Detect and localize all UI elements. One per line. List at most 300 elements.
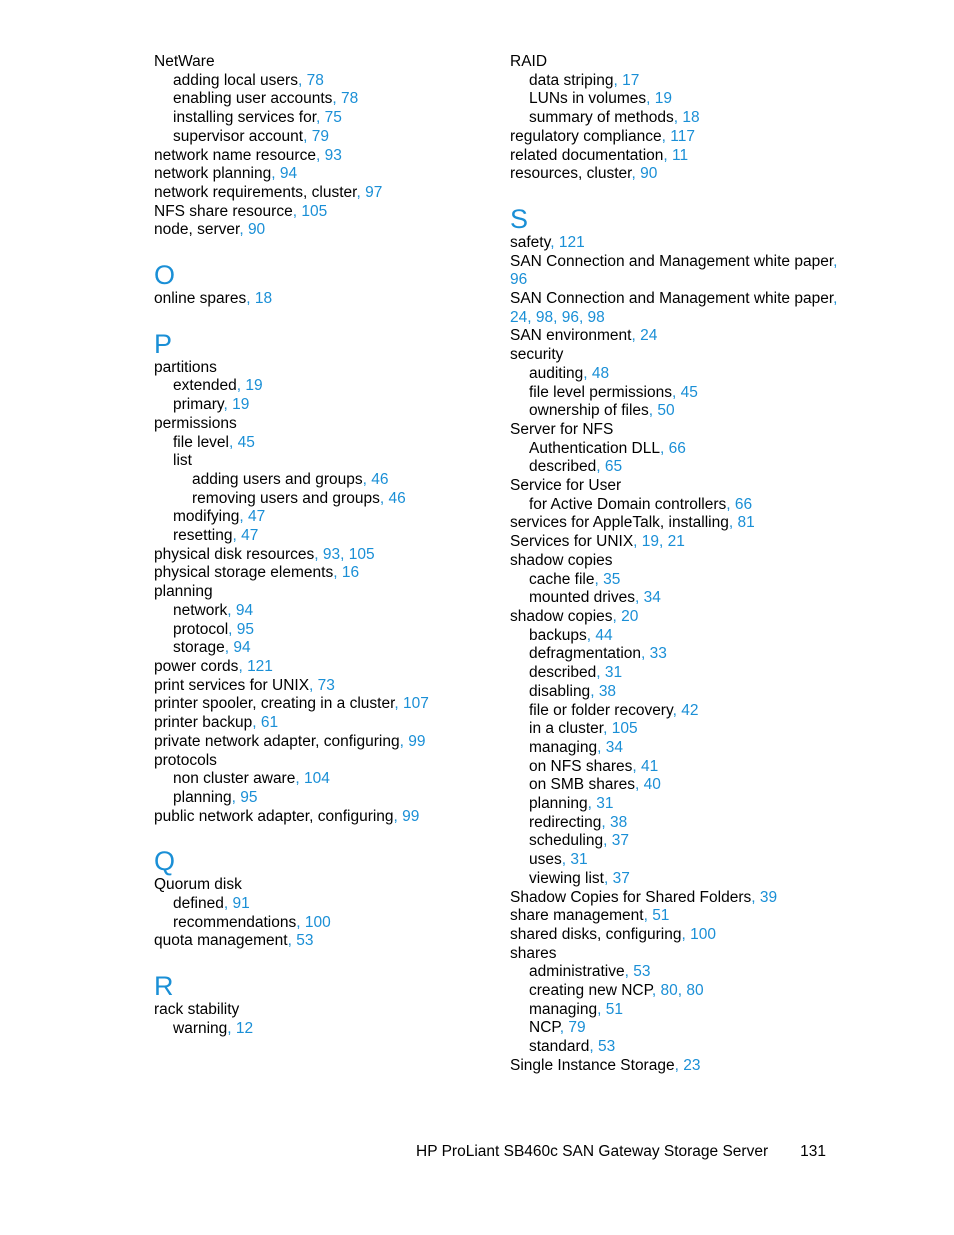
separator: , xyxy=(333,564,338,582)
index-entry xyxy=(154,396,484,415)
separator: , xyxy=(673,109,679,127)
index-term: share management xyxy=(510,907,644,925)
index-entry xyxy=(154,895,484,914)
separator: , xyxy=(223,895,229,913)
index-term: related documentation xyxy=(510,146,664,164)
page-reference-link[interactable]: 39 xyxy=(759,888,778,906)
index-term: mounted drives xyxy=(529,589,635,607)
page-reference-link[interactable]: 19, 21 xyxy=(641,533,685,551)
page-reference-link[interactable]: 99 xyxy=(408,732,426,750)
section-letter-o: O xyxy=(154,260,176,291)
index-term: Authentication DLL xyxy=(529,439,660,457)
page-reference-link[interactable]: 66 xyxy=(734,495,753,513)
index-entry xyxy=(510,683,840,702)
index-entry xyxy=(154,527,484,546)
separator: , xyxy=(356,183,361,201)
index-entry xyxy=(154,564,484,583)
index-entry-continuation xyxy=(510,309,840,328)
page-reference-link[interactable]: 18 xyxy=(682,109,700,127)
index-term: viewing list xyxy=(529,869,604,887)
index-term: physical disk resources xyxy=(154,545,315,563)
index-term: enabling user accounts xyxy=(173,90,333,108)
page-reference-link[interactable]: 73 xyxy=(317,676,335,694)
page-reference-link[interactable]: 91 xyxy=(232,895,250,913)
index-term: NetWare xyxy=(154,53,215,70)
index-term: data striping xyxy=(529,71,614,89)
page-reference-link[interactable]: 96 xyxy=(510,271,528,289)
separator: , xyxy=(833,290,838,308)
page-reference-link[interactable]: 46 xyxy=(371,470,389,488)
index-entry xyxy=(154,876,484,895)
index-entry xyxy=(510,739,840,758)
index-term: scheduling xyxy=(529,832,604,850)
index-entry xyxy=(154,621,484,640)
index-entry xyxy=(154,677,484,696)
separator: , xyxy=(362,470,367,488)
index-term: regulatory compliance xyxy=(510,127,662,145)
separator: , xyxy=(271,165,276,183)
page-reference-link[interactable]: 31 xyxy=(596,795,614,813)
page-reference-link[interactable]: 94 xyxy=(233,639,251,657)
index-term: Server for NFS xyxy=(510,420,614,438)
index-entry xyxy=(510,589,840,608)
index-term: non cluster aware xyxy=(173,770,296,788)
index-entry xyxy=(510,982,840,1001)
page-reference-link[interactable]: 61 xyxy=(260,714,279,732)
index-term: ownership of files xyxy=(529,402,649,420)
page-reference-link[interactable]: 93 xyxy=(324,146,342,164)
index-entry xyxy=(154,789,484,808)
index-entry xyxy=(510,53,840,72)
index-term: Services for UNIX xyxy=(510,533,634,551)
separator: , xyxy=(314,545,319,563)
index-term: supervisor account xyxy=(173,127,304,145)
index-term: physical storage elements xyxy=(154,564,334,582)
page-reference-link[interactable]: 31 xyxy=(604,664,623,682)
index-entry xyxy=(154,658,484,677)
index-entry xyxy=(154,1020,484,1039)
page-reference-link[interactable]: 90 xyxy=(247,221,266,239)
index-entry xyxy=(154,639,484,658)
page-reference-link[interactable]: 31 xyxy=(570,851,588,869)
separator: , xyxy=(232,527,237,545)
index-entry xyxy=(510,776,840,795)
page-reference-link[interactable]: 81 xyxy=(737,514,755,532)
separator: , xyxy=(586,626,592,644)
separator: , xyxy=(238,657,243,675)
separator: , xyxy=(601,813,606,831)
index-term: uses xyxy=(529,851,562,869)
separator: , xyxy=(596,458,601,476)
index-entry xyxy=(510,702,840,721)
separator: , xyxy=(287,932,292,950)
page-reference-link[interactable]: 66 xyxy=(668,439,686,457)
page-reference-link[interactable]: 93, 105 xyxy=(322,545,375,563)
page-reference-link[interactable]: 20 xyxy=(621,607,639,625)
index-entry xyxy=(510,627,840,646)
page-reference-link[interactable]: 80, 80 xyxy=(660,982,704,1000)
index-term: adding users and groups xyxy=(192,470,363,488)
page-reference-link[interactable]: 90 xyxy=(640,165,658,183)
separator: , xyxy=(229,433,234,451)
index-entry xyxy=(510,234,840,253)
index-term: partitions xyxy=(154,358,217,376)
index-term: redirecting xyxy=(529,813,602,831)
page-reference-link[interactable]: 53 xyxy=(296,932,314,950)
index-term: recommendations xyxy=(173,913,297,931)
index-entry xyxy=(154,490,484,509)
separator: , xyxy=(589,1038,594,1056)
index-entry xyxy=(510,440,840,459)
index-term: node, server xyxy=(154,221,240,239)
separator: , xyxy=(659,439,665,457)
page-reference-link[interactable]: 100 xyxy=(304,913,331,931)
separator: , xyxy=(631,327,636,345)
index-entry xyxy=(154,583,484,602)
page-reference-link[interactable]: 78 xyxy=(341,90,359,108)
page-reference-link[interactable]: 117 xyxy=(670,127,695,145)
separator: , xyxy=(236,377,242,395)
index-term: Single Instance Storage xyxy=(510,1056,675,1074)
index-entry xyxy=(154,290,484,309)
index-term: protocols xyxy=(154,751,217,769)
section-letter-p: P xyxy=(154,328,173,359)
separator: , xyxy=(674,1056,679,1074)
index-term: public network adapter, configuring xyxy=(154,807,394,825)
index-entry xyxy=(154,128,484,147)
index-term: defined xyxy=(173,895,224,913)
separator: , xyxy=(295,770,300,788)
index-term: file level xyxy=(173,433,229,451)
separator: , xyxy=(559,1019,565,1037)
index-term: installing services for xyxy=(173,109,317,127)
index-entry xyxy=(154,184,484,203)
separator: , xyxy=(303,127,308,145)
page-reference-link[interactable]: 94 xyxy=(279,165,298,183)
index-entry xyxy=(510,365,840,384)
separator: , xyxy=(550,233,555,251)
separator: , xyxy=(583,364,588,382)
index-entry xyxy=(154,109,484,128)
separator: , xyxy=(223,396,228,414)
separator: , xyxy=(613,71,618,89)
separator: , xyxy=(296,913,301,931)
separator: , xyxy=(227,601,232,619)
index-entry xyxy=(154,714,484,733)
index-entry xyxy=(510,795,840,814)
separator: , xyxy=(332,90,337,108)
page-reference-link[interactable]: 95 xyxy=(240,788,258,806)
index-term: NFS share resource xyxy=(154,202,293,220)
separator: , xyxy=(224,639,230,657)
separator: , xyxy=(631,165,636,183)
index-term: storage xyxy=(173,639,225,657)
page-reference-link[interactable]: 94 xyxy=(235,601,254,619)
page-reference-link[interactable]: 24, 98, 96, 98 xyxy=(510,308,605,326)
page-reference-link[interactable]: 33 xyxy=(649,645,667,663)
index-term: safety xyxy=(510,233,551,251)
index-term: standard xyxy=(529,1038,590,1056)
index-term: primary xyxy=(173,396,224,414)
page-reference-link[interactable]: 12 xyxy=(235,1019,254,1037)
page-reference-link[interactable]: 79 xyxy=(568,1019,586,1037)
index-term: power cords xyxy=(154,657,239,675)
page-reference-link[interactable]: 97 xyxy=(365,183,383,201)
index-entry xyxy=(154,733,484,752)
page-reference-link[interactable]: 38 xyxy=(610,813,628,831)
index-entry xyxy=(154,221,484,240)
separator: , xyxy=(663,146,668,164)
separator: , xyxy=(239,508,244,526)
index-term: network name resource xyxy=(154,146,316,164)
page-reference-link[interactable]: 99 xyxy=(402,807,420,825)
separator: , xyxy=(228,620,233,638)
index-entry xyxy=(510,1001,840,1020)
page-reference-link[interactable]: 38 xyxy=(598,682,617,700)
index-term: security xyxy=(510,346,564,364)
footer-title: HP ProLiant SB460c SAN Gateway Storage Server xyxy=(416,1143,769,1160)
index-entry xyxy=(510,945,840,964)
index-term: RAID xyxy=(510,53,548,70)
index-entry xyxy=(510,90,840,109)
index-entry-continuation xyxy=(510,271,840,290)
index-entry xyxy=(510,72,840,91)
page-reference-link[interactable]: 24 xyxy=(640,327,658,345)
index-term: protocol xyxy=(173,620,229,638)
page-reference-link[interactable]: 34 xyxy=(643,589,661,607)
index-entry xyxy=(154,452,484,471)
index-term: cache file xyxy=(529,570,595,588)
page-reference-link[interactable]: 35 xyxy=(603,570,621,588)
index-entry xyxy=(510,533,840,552)
section-letter-s: S xyxy=(510,203,529,234)
page-reference-link[interactable]: 19 xyxy=(245,377,263,395)
index-term: managing xyxy=(529,1000,598,1018)
page-reference-link[interactable]: 23 xyxy=(683,1056,701,1074)
index-term: NCP xyxy=(529,1019,560,1037)
index-entry xyxy=(510,165,840,184)
index-entry xyxy=(154,508,484,527)
separator: , xyxy=(603,832,608,850)
index-term: removing users and groups xyxy=(192,489,380,507)
separator: , xyxy=(594,570,599,588)
page-reference-link[interactable]: 95 xyxy=(236,620,255,638)
separator: , xyxy=(726,495,731,513)
index-entry xyxy=(510,1057,840,1076)
page-reference-link[interactable]: 121 xyxy=(558,233,585,251)
index-term: print services for UNIX xyxy=(154,676,310,694)
index-entry xyxy=(510,346,840,365)
index-term: SAN Connection and Management white paper xyxy=(510,252,834,270)
index-term: private network adapter, configuring xyxy=(154,732,400,750)
page-reference-link[interactable]: 105 xyxy=(611,720,638,738)
separator: , xyxy=(393,807,398,825)
page-number: 131 xyxy=(800,1143,826,1160)
index-entry xyxy=(154,932,484,951)
separator: , xyxy=(632,757,637,775)
index-term: permissions xyxy=(154,414,237,432)
index-entry xyxy=(154,770,484,789)
separator: , xyxy=(597,738,602,756)
page-reference-link[interactable]: 78 xyxy=(306,71,324,89)
index-term: rack stability xyxy=(154,1001,240,1019)
page-reference-link[interactable]: 19 xyxy=(654,90,673,108)
index-term: modifying xyxy=(173,508,240,526)
separator: , xyxy=(596,664,601,682)
index-entry xyxy=(510,907,840,926)
index-column-left xyxy=(154,53,484,1039)
page-reference-link[interactable]: 40 xyxy=(643,776,661,794)
separator: , xyxy=(239,221,244,239)
index-entry xyxy=(510,402,840,421)
page-reference-link[interactable]: 18 xyxy=(254,290,273,308)
page-reference-link[interactable]: 41 xyxy=(641,757,659,775)
index-term: online spares xyxy=(154,290,247,308)
index-entry xyxy=(154,415,484,434)
index-term: network planning xyxy=(154,165,272,183)
page-reference-link[interactable]: 16 xyxy=(341,564,360,582)
page-reference-link[interactable]: 51 xyxy=(652,907,670,925)
index-term: for Active Domain controllers xyxy=(529,495,727,513)
page-reference-link[interactable]: 45 xyxy=(237,433,255,451)
page-reference-link[interactable]: 107 xyxy=(403,695,429,713)
page-reference-link[interactable]: 37 xyxy=(612,869,630,887)
section-letter-q: Q xyxy=(154,846,176,877)
page-reference-link[interactable]: 50 xyxy=(657,402,675,420)
separator: , xyxy=(633,533,638,551)
index-term: auditing xyxy=(529,364,584,382)
separator: , xyxy=(651,982,657,1000)
index-term: Service for User xyxy=(510,477,622,495)
index-entry xyxy=(154,914,484,933)
separator: , xyxy=(681,925,686,943)
index-entry xyxy=(510,720,840,739)
index-entry xyxy=(510,870,840,889)
index-entry xyxy=(510,1038,840,1057)
index-entry xyxy=(154,359,484,378)
index-entry xyxy=(510,458,840,477)
page-reference-link[interactable]: 51 xyxy=(605,1000,623,1018)
separator: , xyxy=(634,776,640,794)
separator: , xyxy=(297,71,303,89)
index-entry xyxy=(154,808,484,827)
index-entry xyxy=(154,72,484,91)
index-term: Shadow Copies for Shared Folders xyxy=(510,888,752,906)
page-reference-link[interactable]: 100 xyxy=(690,925,716,943)
index-term: planning xyxy=(154,583,213,601)
index-term: file or folder recovery xyxy=(529,701,673,719)
index-entry xyxy=(510,327,840,346)
page-reference-link[interactable]: 19 xyxy=(232,396,250,414)
separator: , xyxy=(751,888,756,906)
index-term: backups xyxy=(529,626,587,644)
separator: , xyxy=(316,109,321,127)
index-entry xyxy=(154,53,484,72)
index-term: planning xyxy=(173,788,232,806)
index-term: list xyxy=(173,452,192,470)
index-term: shadow copies xyxy=(510,607,613,625)
page-reference-link[interactable]: 65 xyxy=(604,458,623,476)
index-entry xyxy=(510,645,840,664)
page-reference-link[interactable]: 53 xyxy=(633,963,651,981)
index-term: described xyxy=(529,664,597,682)
separator: , xyxy=(646,90,651,108)
separator: , xyxy=(252,714,257,732)
index-entry xyxy=(510,832,840,851)
index-entry xyxy=(510,290,840,309)
index-term: printer backup xyxy=(154,714,253,732)
page-reference-link[interactable]: 48 xyxy=(591,364,610,382)
separator: , xyxy=(394,695,399,713)
separator: , xyxy=(246,290,251,308)
page-reference-link[interactable]: 34 xyxy=(605,738,623,756)
page-reference-link[interactable]: 75 xyxy=(324,109,342,127)
separator: , xyxy=(612,607,617,625)
page-reference-link[interactable]: 37 xyxy=(611,832,629,850)
index-term: disabling xyxy=(529,682,591,700)
index-entry xyxy=(510,552,840,571)
index-entry xyxy=(510,1019,840,1038)
page-reference-link[interactable]: 121 xyxy=(247,657,273,675)
index-term: file level permissions xyxy=(529,383,672,401)
index-term: network xyxy=(173,601,228,619)
separator: , xyxy=(648,402,654,420)
index-column-right xyxy=(510,53,840,1076)
index-entry xyxy=(510,477,840,496)
index-entry xyxy=(154,1001,484,1020)
index-entry xyxy=(510,514,840,533)
index-term: network requirements, cluster xyxy=(154,183,357,201)
separator: , xyxy=(634,589,640,607)
index-term: warning xyxy=(173,1019,228,1037)
page-reference-link[interactable]: 45 xyxy=(680,383,698,401)
separator: , xyxy=(728,514,734,532)
separator: , xyxy=(641,645,646,663)
page-reference-link[interactable]: 47 xyxy=(241,527,259,545)
index-entry xyxy=(510,421,840,440)
index-entry xyxy=(510,253,840,272)
index-entry xyxy=(154,695,484,714)
page-reference-link[interactable]: 42 xyxy=(681,701,699,719)
index-term: extended xyxy=(173,377,237,395)
page-reference-link[interactable]: 53 xyxy=(597,1038,616,1056)
index-term: shared disks, configuring xyxy=(510,925,682,943)
index-entry xyxy=(154,90,484,109)
index-entry xyxy=(510,571,840,590)
index-term: LUNs in volumes xyxy=(529,90,647,108)
separator: , xyxy=(292,202,298,220)
separator: , xyxy=(833,252,838,270)
section-letter-r: R xyxy=(154,971,174,1002)
page-reference-link[interactable]: 79 xyxy=(311,127,329,145)
separator: , xyxy=(661,127,666,145)
page-reference-link[interactable]: 17 xyxy=(622,71,640,89)
index-term: SAN environment xyxy=(510,327,632,345)
page-reference-link[interactable]: 44 xyxy=(595,626,613,644)
page-reference-link[interactable]: 47 xyxy=(247,508,266,526)
separator: , xyxy=(587,795,592,813)
page-reference-link[interactable]: 105 xyxy=(301,202,328,220)
index-entry xyxy=(154,752,484,771)
index-term: Quorum disk xyxy=(154,876,242,894)
page-reference-link[interactable]: 11 xyxy=(672,146,689,164)
index-entry xyxy=(154,147,484,166)
page-reference-link[interactable]: 46 xyxy=(388,489,406,507)
page-reference-link[interactable]: 104 xyxy=(303,770,330,788)
index-term: summary of methods xyxy=(529,109,674,127)
index-term: resources, cluster xyxy=(510,165,632,183)
index-entry xyxy=(510,109,840,128)
